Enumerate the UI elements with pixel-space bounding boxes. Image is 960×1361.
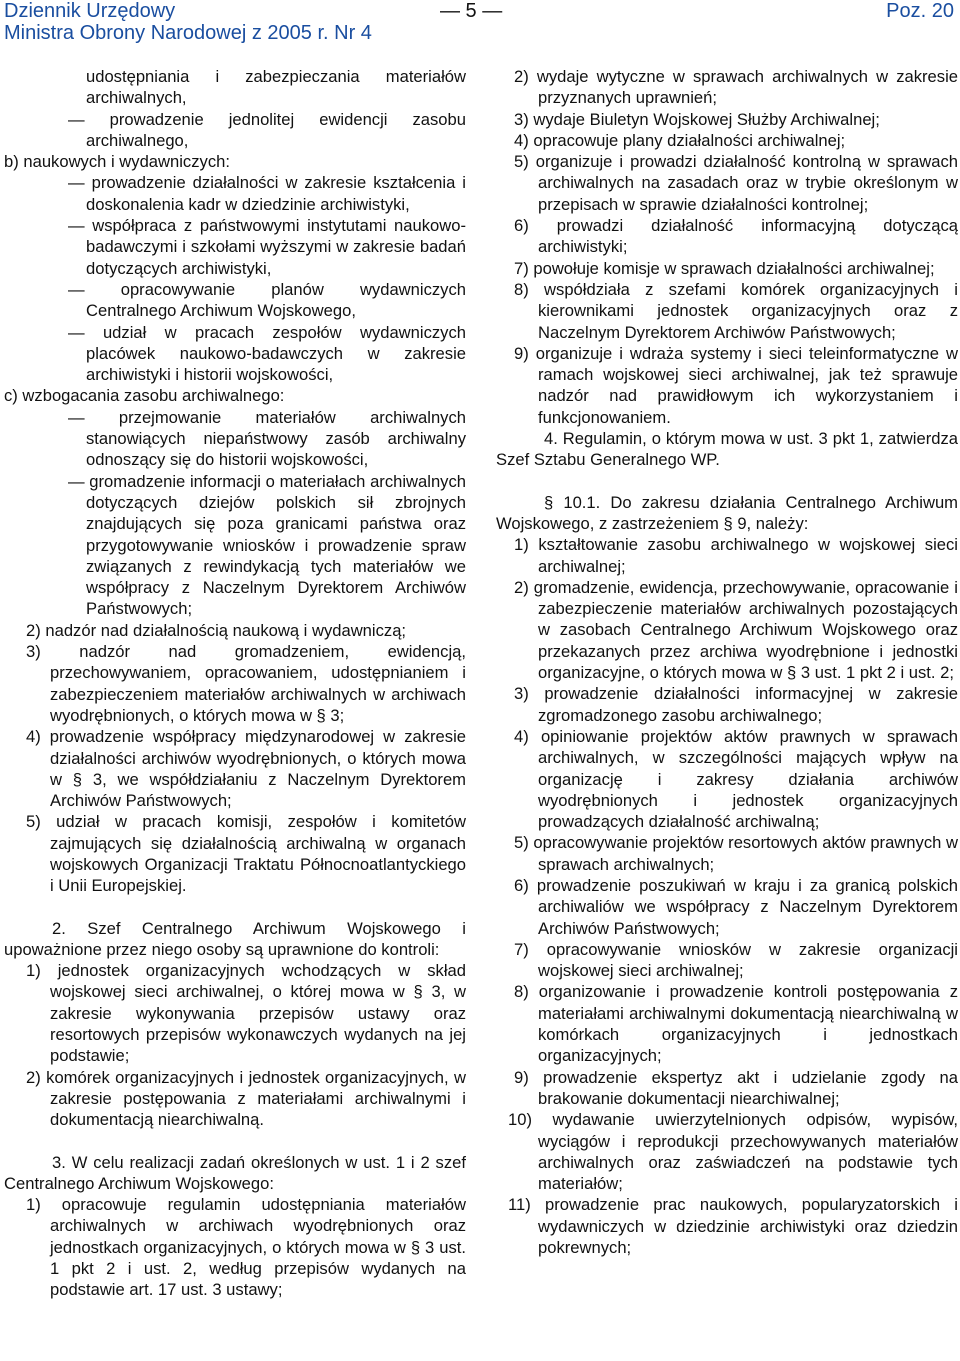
text-paragraph: § 10.1. Do zakresu działania Centralnego Archiwum Wojskowego, z zastrzeżeniem § 9, należy: (496, 492, 958, 533)
right-column (496, 66, 958, 1258)
text-paragraph: 10) wydawanie uwierzytelnionych odpisów, wypisów, wyciągów i reprodukcji przechowywanych materiałów archiwalnych oraz zaświadczeń na podstawie tych materiałów; (508, 1110, 958, 1194)
position-label: Poz. 20 (886, 0, 954, 22)
text-paragraph: 11) prowadzenie prac naukowych, popularyzatorskich i wydawniczych w dziedzinie archiwistyki oraz dziedzin pokrewnych; (508, 1195, 958, 1258)
text-paragraph: 6) prowadzenie poszukiwań w kraju i za granicą polskich archiwaliów we współpracy z Naczelnym Dyrektorem Archiwów Państwowych; (514, 875, 958, 938)
text-paragraph: 2) nadzór nad działalnością naukową i wydawniczą; (26, 620, 407, 640)
text-paragraph: 2) komórek organizacyjnych i jednostek organizacyjnych, w zakresie postępowania z materiałami archiwalnymi i dokumentacją niearchiwalną. (26, 1067, 466, 1130)
text-paragraph: 2. Szef Centralnego Archiwum Wojskowego i upoważnione przez niego osoby są uprawnione do kontroli: (4, 918, 466, 959)
text-paragraph: 4) opiniowanie projektów aktów prawnych w sprawach archiwalnych, w szczególności mających wpływ na organizację i zakresy działania archiwów wyodrębnionych i jednostek organizacyjnych prowadzących działalność archiwalną; (514, 726, 958, 832)
text-paragraph: 8) współdziała z szefami komórek organizacyjnych i kierownikami jednostek organizacyjnych oraz z Naczelnym Dyrektorem Archiwów Państwowych; (514, 279, 958, 342)
text-paragraph: 1) kształtowanie zasobu archiwalnego w wojskowej sieci archiwalnej; (514, 535, 958, 576)
text-paragraph: 5) organizuje i prowadzi działalność kontrolną w sprawach archiwalnych na zasadach oraz w trybie określonym w przepisach w sprawie działalności kontrolnej; (514, 152, 958, 214)
page-header (0, 0, 960, 46)
text-paragraph: 7) powołuje komisje w sprawach działalności archiwalnej; (514, 258, 935, 278)
text-paragraph: 9) prowadzenie ekspertyz akt i udzielanie zgody na brakowanie dokumentacji niearchiwalnej; (514, 1067, 958, 1108)
text-paragraph: 6) prowadzi działalność informacyjną dotyczącą archiwistyki; (514, 216, 958, 257)
text-paragraph: 3) nadzór nad gromadzeniem, ewidencją, przechowywaniem, opracowaniem, udostępnianiem i zabezpieczeniem materiałów archiwalnych w archiwach wyodrębnionych, o których mowa w § 3; (26, 642, 466, 725)
journal-title: Dziennik Urzędowy (4, 0, 176, 22)
text-paragraph: 5) opracowywanie projektów resortowych aktów prawnych w sprawach archiwalnych; (514, 833, 958, 874)
text-paragraph: 5) udział w pracach komisji, zespołów i komitetów zajmujących się działalnością archiwalną w organach wojskowych Organizacji Traktatu Północnoatlantyckiego i Unii Europejskiej. (26, 812, 466, 896)
text-paragraph: 7) opracowywanie wniosków w zakresie organizacji wojskowej sieci archiwalnej; (514, 939, 958, 981)
text-paragraph: 3) wydaje Biuletyn Wojskowej Służby Archiwalnej; (514, 109, 880, 129)
text-paragraph: 1) opracowuje regulamin udostępniania materiałów archiwalnych w archiwach wyodrębnionych oraz jednostkach organizacyjnych, o których mowa w § 3 ust. 1 pkt 2 i ust. 2, według przepisów wydanych na podstawie art. 17 ust. 3 ustawy; (26, 1195, 466, 1300)
text-paragraph: 3) prowadzenie działalności informacyjnej w zakresie zgromadzonego zasobu archiwalnego; (514, 684, 958, 725)
text-paragraph: 3. W celu realizacji zadań określonych w ust. 1 i 2 szef Centralnego Archiwum Wojskowego: (4, 1152, 466, 1193)
text-paragraph: — udział w pracach zespołów wydawniczych placówek naukowo-badawczych w zakresie archiwistyki i historii wojskowości, (68, 322, 466, 385)
text-paragraph: — współpraca z państwowymi instytutami naukowo-badawczymi i szkołami wyższymi w zakresie badań dotyczących archiwistyki, (68, 216, 466, 278)
text-paragraph: 2) gromadzenie, ewidencja, przechowywanie, opracowanie i zabezpieczenie materiałów archiwalnych pozostających w zasobach Centralnego Archiwum Wojskowego oraz przekazanych przez archiwa wyodrębnione i jednostki organizacyjne, o których mowa w § 3 ust. 1 pkt 2 i ust. 2; (514, 577, 958, 683)
text-paragraph: udostępniania i zabezpieczania materiałów archiwalnych, (86, 67, 466, 108)
header-left (4, 0, 372, 44)
text-paragraph: — opracowywanie planów wydawniczych Centralnego Archiwum Wojskowego, (68, 279, 466, 321)
text-paragraph: — prowadzenie działalności w zakresie kształcenia i doskonalenia kadr w dziedzinie archiwistyki, (68, 173, 466, 214)
paragraph-gap (4, 897, 466, 918)
text-paragraph: 1) jednostek organizacyjnych wchodzących w skład wojskowej sieci archiwalnej, o której mowa w § 3, w zakresie wykonywania przepisów ustawy oraz resortowych przepisów wykonawczych wydanych na jej podstawie; (26, 961, 466, 1066)
text-paragraph: — prowadzenie jednolitej ewidencji zasobu archiwalnego, (68, 109, 466, 150)
text-paragraph: 9) organizuje i wdraża systemy i sieci teleinformatyczne w ramach wojskowej sieci archiwalnej, jak też sprawuje nadzór nad prawidłowym ich wykorzystaniem i funkcjonowaniem. (514, 343, 958, 427)
page-number: — 5 — (440, 0, 503, 22)
left-column (4, 66, 466, 1301)
text-paragraph: — gromadzenie informacji o materiałach archiwalnych dotyczących dziejów polskich sił zbrojnych znajdujących się poza granicami państwa oraz przygotowywanie wniosków i prowadzenie spraw związanych z rewindykacją tych materiałów we współpracy z Naczelnym Dyrektorem Archiwów Państwowych; (68, 471, 466, 619)
text-paragraph: — przejmowanie materiałów archiwalnych stanowiących niepaństwowy zasób archiwalny odnoszący się do historii wojskowości, (68, 407, 466, 470)
text-paragraph: 4. Regulamin, o którym mowa w ust. 3 pkt 1, zatwierdza Szef Sztabu Generalnego WP. (496, 429, 958, 470)
text-paragraph: b) naukowych i wydawniczych: (4, 152, 230, 172)
paragraph-gap (496, 471, 958, 492)
text-paragraph: 4) prowadzenie współpracy międzynarodowej w zakresie działalności archiwów wyodrębnionych, o których mowa w § 3, we współdziałaniu z Naczelnym Dyrektorem Archiwów Państwowych; (26, 727, 466, 811)
text-paragraph: 4) opracowuje plany działalności archiwalnej; (514, 130, 846, 150)
text-paragraph: 8) organizowanie i prowadzenie kontroli postępowania z materiałami archiwalnymi dokumentacją niearchiwalną w komórkach organizacyjnych i jednostkach organizacyjnych; (514, 982, 958, 1066)
text-paragraph: c) wzbogacania zasobu archiwalnego: (4, 386, 285, 406)
ministry-title: Ministra Obrony Narodowej z 2005 r. Nr 4 (4, 22, 372, 44)
text-paragraph: 2) wydaje wytyczne w sprawach archiwalnych w zakresie przyznanych uprawnień; (514, 67, 958, 108)
paragraph-gap (4, 1131, 466, 1152)
